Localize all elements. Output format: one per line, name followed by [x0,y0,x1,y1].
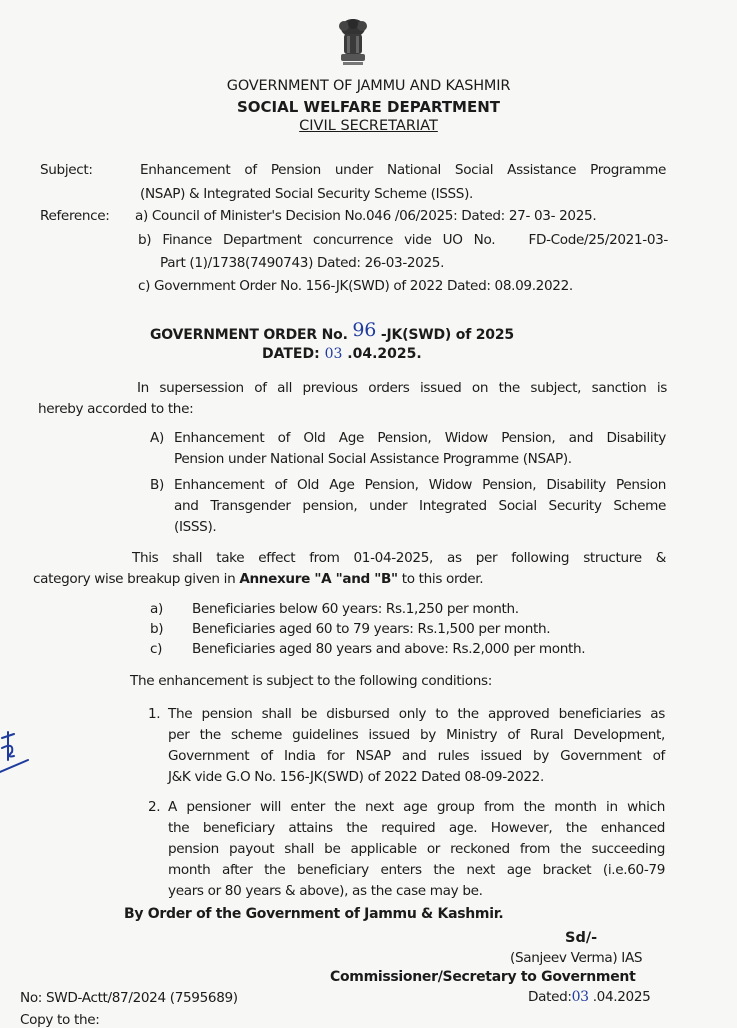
para-effect-text: category wise breakup given in [33,571,240,587]
signatory-name: (Sanjeev Verma) IAS [510,950,643,966]
order-date-day-handwritten: 03 [324,346,343,362]
condition-1-marker: 1. [148,706,161,722]
rate-c-text: Beneficiaries aged 80 years and above: Rs.2,000 per month. [192,641,586,657]
condition-1-line-1: The pension shall be disbursed only to the approved beneficiaries as [168,706,665,722]
condition-1-line-3: Government of India for NSAP and rules issued by Government of [168,748,665,764]
condition-2-marker: 2. [148,799,161,815]
order-date-rest: .04.2025. [347,346,422,362]
closing-date-label: Dated: [528,989,572,1005]
subject-line-2: (NSAP) & Integrated Social Security Scheme (ISSS). [140,186,474,202]
item-a-line-1: Enhancement of Old Age Pension, Widow Pension, and Disability [174,430,666,446]
condition-2-line-3: pension payout shall be applicable or reckoned from the succeeding [168,841,665,857]
reference-label: Reference: [40,208,110,224]
copy-to-label: Copy to the: [20,1012,100,1028]
subject-line-1: Enhancement of Pension under National Social Assistance Programme [140,162,666,178]
condition-1-line-4: J&K vide G.O No. 156-JK(SWD) of 2022 Dated 08-09-2022. [168,769,544,785]
reference-b-line-2: Part (1)/1738(7490743) Dated: 26-03-2025. [160,255,445,271]
para-effect-line-2 [33,571,483,587]
header-secretariat: CIVIL SECRETARIAT [299,118,438,134]
para-effect-line-1: This shall take effect from 01-04-2025, as per following structure & [132,550,666,566]
rate-a-text: Beneficiaries below 60 years: Rs.1,250 per month. [192,601,519,617]
condition-2-line-4: month after the beneficiary enters the next age bracket (i.e.60-79 [168,862,665,878]
item-a-marker: A) [150,430,164,446]
item-a-line-2: Pension under National Social Assistance Programme (NSAP). [174,451,572,467]
order-date [262,346,422,362]
rate-c-marker: c) [150,641,163,657]
rate-b-text: Beneficiaries aged 60 to 79 years: Rs.1,500 per month. [192,621,551,637]
header-government: GOVERNMENT OF JAMMU AND KASHMIR [226,78,511,94]
para-supersession-line-2: hereby accorded to the: [38,401,194,417]
order-date-label: DATED: [262,346,320,362]
header-department: SOCIAL WELFARE DEPARTMENT [236,98,501,116]
condition-2-line-1: A pensioner will enter the next age group from the month in which [168,799,665,815]
national-emblem-icon [336,18,370,68]
condition-2-line-2: the beneficiary attains the required age. However, the enhanced [168,820,665,836]
para-effect-text-end: to this order. [397,571,484,587]
order-number [150,319,514,344]
condition-1-line-2: per the scheme guidelines issued by Ministry of Rural Development, [168,727,665,743]
signed-mark: Sd/- [565,930,598,946]
closing-date-day-handwritten: 03 [571,989,589,1005]
rate-b-marker: b) [150,621,164,637]
conditions-intro: The enhancement is subject to the following conditions: [130,673,492,689]
signatory-designation: Commissioner/Secretary to Government [330,969,636,985]
reference-b-line-1: b) Finance Department concurrence vide UO No. FD-Code/25/2021-03- [138,232,668,248]
order-prefix: GOVERNMENT ORDER No. [150,327,348,343]
item-b-line-2: and Transgender pension, under Integrated Social Security Scheme [174,498,666,514]
order-suffix: -JK(SWD) of 2025 [380,327,514,343]
rate-a-marker: a) [150,601,163,617]
reference-a: a) Council of Minister's Decision No.046 /06/2025: Dated: 27- 03- 2025. [135,208,597,224]
para-supersession-line-1: In supersession of all previous orders issued on the subject, sanction is [137,380,667,396]
annexure-reference: Annexure "A "and "B" [239,571,398,587]
file-number: No: SWD-Actt/87/2024 (7595689) [20,990,238,1006]
item-b-marker: B) [150,477,164,493]
item-b-line-3: (ISSS). [174,519,217,535]
subject-label: Subject: [40,162,93,178]
closing-date-rest: .04.2025 [588,989,651,1005]
closing-date [528,989,650,1005]
item-b-line-1: Enhancement of Old Age Pension, Widow Pension, Disability Pension [174,477,666,493]
reference-c: c) Government Order No. 156-JK(SWD) of 2022 Dated: 08.09.2022. [138,278,573,294]
by-order-line: By Order of the Government of Jammu & Kashmir. [124,906,504,922]
handwritten-initial-icon [0,730,50,780]
condition-2-line-5: years or 80 years & above), as the case may be. [168,883,483,899]
order-number-handwritten: 96 [352,319,377,341]
